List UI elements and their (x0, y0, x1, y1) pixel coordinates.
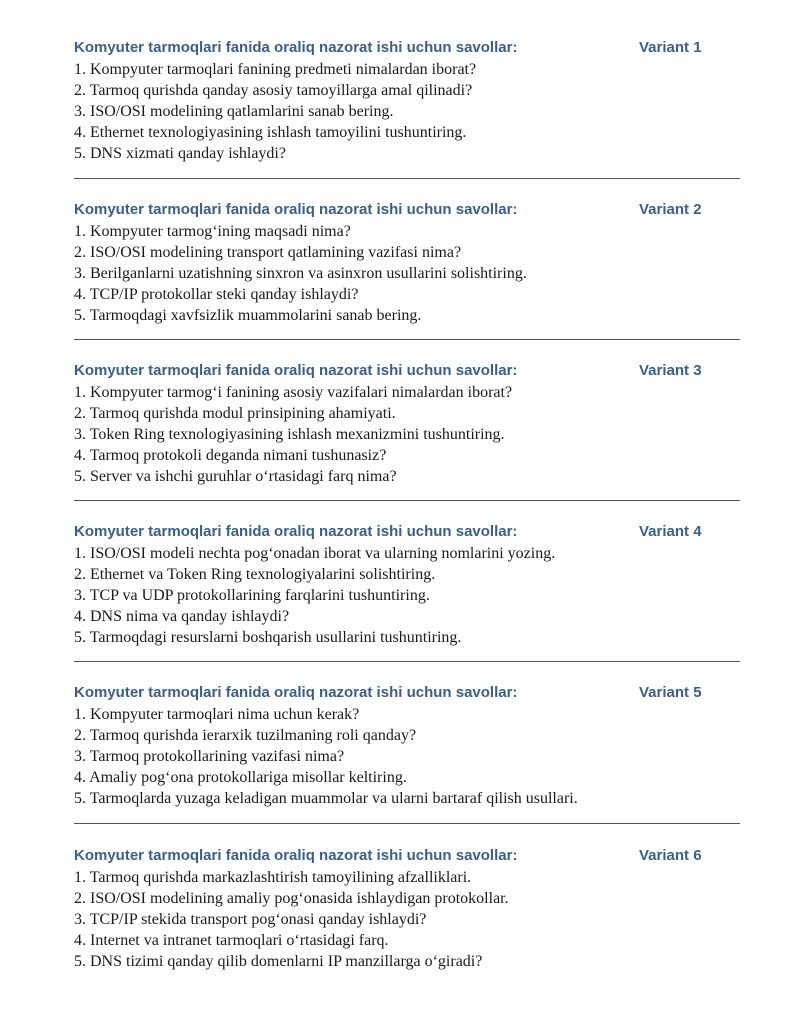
question-item: 4. DNS nima va qanday ishlaydi? (74, 608, 290, 625)
question-item: 1. Kompyuter tarmoqlari nima uchun kerak? (74, 706, 360, 723)
question-item: 5. Tarmoqdagi resurslarni boshqarish usullarini tushuntiring. (74, 629, 462, 646)
variant-section (74, 360, 740, 487)
question-list (74, 543, 740, 648)
section-title: Komyuter tarmoqlari fanida oraliq nazorat ishi uchun savollar: (74, 523, 518, 540)
question-item: 2. Tarmoq qurishda modul prinsipining ahamiyati. (74, 405, 396, 422)
question-item: 3. ISO/OSI modelining qatlamlarini sanab bering. (74, 103, 394, 120)
question-list (74, 382, 740, 487)
question-item: 3. TCP va UDP protokollarining farqlarini tushuntiring. (74, 587, 430, 604)
variant-header (74, 199, 740, 221)
variant-label: Variant 6 (639, 847, 702, 864)
question-item: 3. TCP/IP stekida transport pogʻonasi qanday ishlaydi? (74, 911, 427, 928)
question-list (74, 59, 740, 164)
question-item: 2. Tarmoq qurishda qanday asosiy tamoyillarga amal qilinadi? (74, 82, 473, 99)
question-item: 5. Tarmoqdagi xavfsizlik muammolarini sanab bering. (74, 307, 422, 324)
variant-section (74, 521, 740, 648)
question-item: 1. ISO/OSI modeli nechta pogʻonadan iborat va ularning nomlarini yozing. (74, 545, 556, 562)
question-item: 4. TCP/IP protokollar steki qanday ishlaydi? (74, 286, 359, 303)
question-item: 5. DNS xizmati qanday ishlaydi? (74, 145, 286, 162)
question-list (74, 704, 740, 809)
section-title: Komyuter tarmoqlari fanida oraliq nazorat ishi uchun savollar: (74, 39, 518, 56)
question-item: 2. Ethernet va Token Ring texnologiyalarini solishtiring. (74, 566, 436, 583)
variant-header (74, 37, 740, 59)
variant-header (74, 845, 740, 867)
question-item: 1. Kompyuter tarmogʻining maqsadi nima? (74, 223, 351, 240)
question-item: 2. ISO/OSI modelining amaliy pogʻonasida ishlaydigan protokollar. (74, 890, 509, 907)
section-divider (74, 823, 740, 824)
question-item: 1. Kompyuter tarmogʻi fanining asosiy vazifalari nimalardan iborat? (74, 384, 513, 401)
question-item: 1. Tarmoq qurishda markazlashtirish tamoyilining afzalliklari. (74, 869, 472, 886)
section-title: Komyuter tarmoqlari fanida oraliq nazorat ishi uchun savollar: (74, 847, 518, 864)
section-divider (74, 339, 740, 340)
variant-label: Variant 1 (639, 39, 702, 56)
question-item: 3. Tarmoq protokollarining vazifasi nima? (74, 748, 345, 765)
question-item: 4. Ethernet texnologiyasining ishlash tamoyilini tushuntiring. (74, 124, 467, 141)
variant-header (74, 360, 740, 382)
variant-section (74, 199, 740, 326)
question-item: 4. Internet va intranet tarmoqlari oʻrtasidagi farq. (74, 932, 389, 949)
question-item: 4. Amaliy pogʻona protokollariga misollar keltiring. (74, 769, 407, 786)
variant-header (74, 521, 740, 543)
question-list (74, 221, 740, 326)
variant-label: Variant 4 (639, 523, 702, 540)
question-item: 5. DNS tizimi qanday qilib domenlarni IP manzillarga oʻgiradi? (74, 953, 483, 970)
question-item: 3. Token Ring texnologiyasining ishlash mexanizmini tushuntiring. (74, 426, 505, 443)
variant-header (74, 682, 740, 704)
variant-section (74, 682, 740, 809)
section-title: Komyuter tarmoqlari fanida oraliq nazorat ishi uchun savollar: (74, 684, 518, 701)
question-item: 2. ISO/OSI modelining transport qatlamining vazifasi nima? (74, 244, 462, 261)
variant-section (74, 845, 740, 972)
question-item: 4. Tarmoq protokoli deganda nimani tushunasiz? (74, 447, 387, 464)
section-divider (74, 661, 740, 662)
question-list (74, 867, 740, 972)
question-item: 5. Server va ishchi guruhlar oʻrtasidagi farq nima? (74, 468, 397, 485)
section-divider (74, 500, 740, 501)
section-divider (74, 178, 740, 179)
variant-label: Variant 5 (639, 684, 702, 701)
section-title: Komyuter tarmoqlari fanida oraliq nazorat ishi uchun savollar: (74, 362, 518, 379)
variant-label: Variant 3 (639, 362, 702, 379)
question-item: 3. Berilganlarni uzatishning sinxron va asinxron usullarini solishtiring. (74, 265, 527, 282)
section-title: Komyuter tarmoqlari fanida oraliq nazorat ishi uchun savollar: (74, 201, 518, 218)
variant-label: Variant 2 (639, 201, 702, 218)
question-item: 5. Tarmoqlarda yuzaga keladigan muammolar va ularni bartaraf qilish usullari. (74, 790, 578, 807)
question-item: 2. Tarmoq qurishda ierarxik tuzilmaning roli qanday? (74, 727, 417, 744)
variant-section (74, 37, 740, 164)
question-item: 1. Kompyuter tarmoqlari fanining predmeti nimalardan iborat? (74, 61, 477, 78)
